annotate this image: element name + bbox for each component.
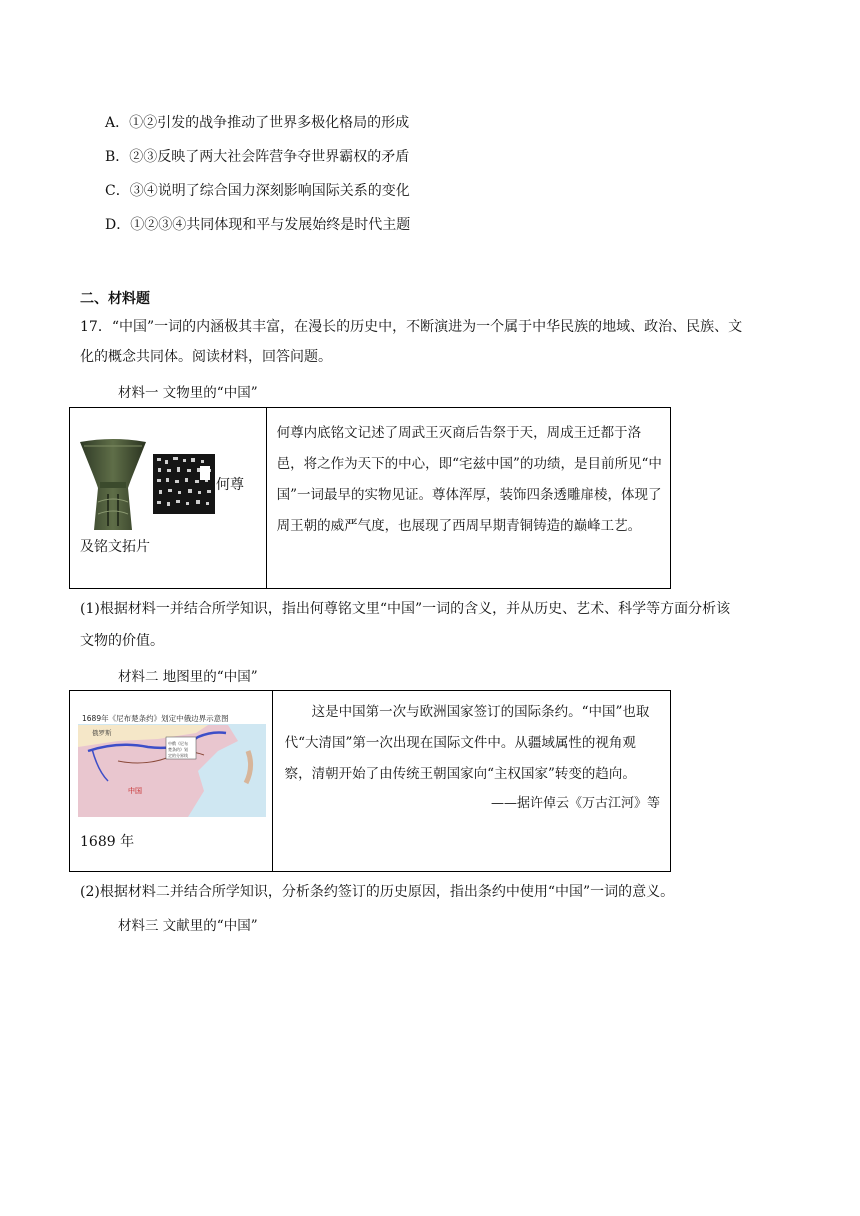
material-2-text-cell [272,691,670,872]
material-2-caption: 1689 年 [80,834,135,850]
material-2-image-cell [70,691,273,872]
material-2-source: ——据许倬云《万古江河》等 [490,796,660,811]
material-2-text: 这是中国第一次与欧洲国家签订的国际条约。“中国”也取代“大清国”第一次出现在国际文件中。从疆域属性的视角观察，清朝开始了由传统王朝国家向“主权国家”转变的趋向。 [284,704,650,782]
material-1-caption-a: 何尊 [216,477,244,493]
option-b: B．②③反映了两大社会阵营争夺世界霸权的矛盾 [105,149,410,165]
material-1-caption-b: 及铭文拓片 [80,539,150,555]
material-1-table [69,407,671,589]
material-1-text: 何尊内底铭文记述了周武王灭商后告祭于天，周成王迁都于洛邑，将之作为天下的中心，即“宅兹中国”的功绩，是目前所见“中国”一词最早的实物见证。尊体浑厚，装饰四条透雕扉棱，体现了周王朝的威严气度，也展现了西周早期青铜铸造的巅峰工艺。 [276,425,662,534]
he-zun-vessel-image [78,438,148,534]
material-2-heading: 材料二 地图里的“中国” [118,669,258,685]
map-label-china: 中国 [128,787,142,795]
option-c: C．③④说明了综合国力深刻影响国际关系的变化 [105,183,410,199]
material-1-heading: 材料一 文物里的“中国” [118,385,258,401]
question-17-line2: 化的概念共同体。阅读材料，回答问题。 [80,349,332,365]
map-label-russia: 俄罗斯 [92,729,112,737]
material-3-heading: 材料三 文献里的“中国” [118,918,258,934]
material-1-text-cell [266,408,670,589]
section-title: 二、材料题 [80,291,150,307]
sub-question-2: (2)根据材料二并结合所学知识，分析条约签订的历史原因，指出条约中使用“中国”一词的意义。 [80,884,675,900]
material-2-table [69,690,671,872]
map-title: 1689年《尼布楚条约》划定中俄边界示意图 [82,714,229,723]
question-17-line1: 17．“中国”一词的内涵极其丰富，在漫长的历史中，不断演进为一个属于中华民族的地域、政治、民族、文 [80,319,743,335]
sub-question-1-line2: 文物的价值。 [80,633,164,649]
inscription-rubbing-image [153,454,215,514]
material-1-image-cell [70,408,267,589]
svg-text:定的分界线: 定的分界线 [168,753,188,758]
sub-question-1-line1: (1)根据材料一并结合所学知识，指出何尊铭文里“中国”一词的含义，并从历史、艺术、科学等方面分析该 [80,601,731,617]
option-a: A．①②引发的战争推动了世界多极化格局的形成 [105,115,410,131]
svg-text:楚条约》划: 楚条约》划 [168,747,188,752]
svg-text:中俄《尼布: 中俄《尼布 [168,741,188,746]
option-d: D．①②③④共同体现和平与发展始终是时代主题 [105,217,411,233]
nerchinsk-treaty-map-image [78,711,266,817]
